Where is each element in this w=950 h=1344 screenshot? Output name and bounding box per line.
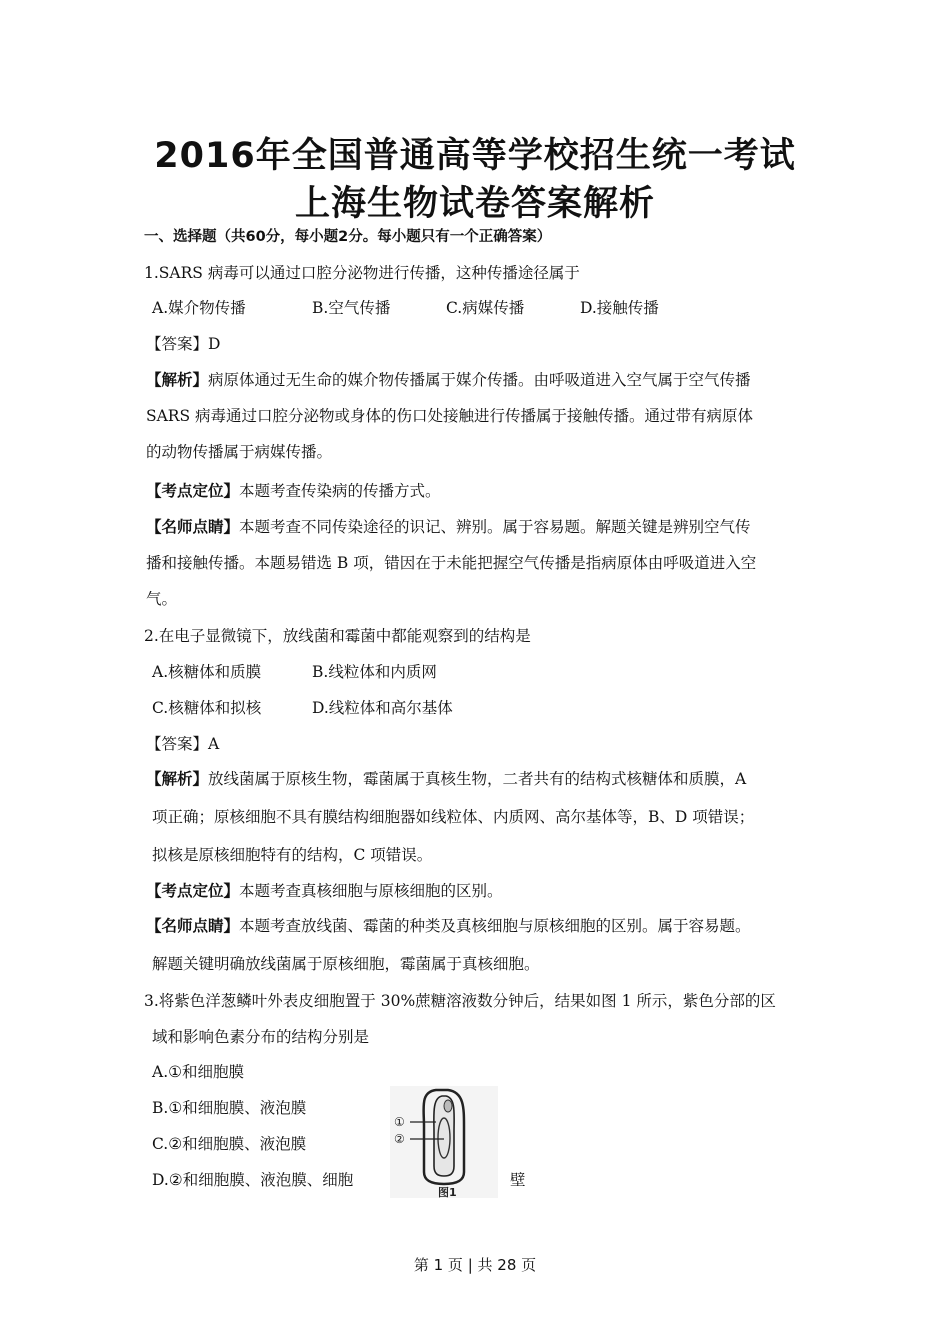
- q1-option-b: B.空气传播: [312, 299, 391, 317]
- q3-option-d: D.②和细胞膜、液泡膜、细胞: [152, 1171, 354, 1189]
- q1-analysis-1: 【解析】病原体通过无生命的媒介物传播属于媒介传播。由呼吸道进入空气属于空气传播: [146, 371, 751, 389]
- q2-analysis-1: 【解析】放线菌属于原核生物，霉菌属于真核生物，二者共有的结构式核糖体和质膜，A: [146, 770, 747, 788]
- q3-stem-1: 3.将紫色洋葱鳞叶外表皮细胞置于 30%蔗糖溶液数分钟后，结果如图 1 所示，紫色分部的区: [144, 992, 776, 1010]
- q2-mingshi-1: 【名师点睛】本题考查放线菌、霉菌的种类及真核细胞与原核细胞的区别。属于容易题。: [146, 917, 751, 935]
- q2-option-b: B.线粒体和内质网: [312, 663, 437, 681]
- cell-diagram-svg: [390, 1086, 498, 1198]
- q2-answer: 【答案】A: [146, 735, 220, 753]
- page-footer: 第 1 页 | 共 28 页: [413, 1256, 537, 1274]
- q2-option-d: D.线粒体和高尔基体: [312, 699, 453, 717]
- q1-kaodian: 【考点定位】本题考查传染病的传播方式。: [146, 482, 441, 500]
- figure-label-1: ①: [394, 1115, 405, 1129]
- section-heading: 一、选择题（共60分，每小题2分。每小题只有一个正确答案）: [144, 229, 552, 245]
- figure-caption: 图1: [438, 1186, 457, 1198]
- figure-1-cell-diagram: [390, 1086, 498, 1198]
- q1-option-d: D.接触传播: [580, 299, 659, 317]
- q2-mingshi-2: 解题关键明确放线菌属于原核细胞，霉菌属于真核细胞。: [152, 955, 540, 973]
- q3-stem-2: 域和影响色素分布的结构分别是: [152, 1028, 370, 1046]
- q2-option-c: C.核糖体和拟核: [152, 699, 262, 717]
- q1-answer: 【答案】D: [146, 335, 221, 353]
- q1-mingshi-3: 气。: [146, 590, 178, 608]
- q1-analysis-3: 的动物传播属于病媒传播。: [146, 443, 333, 461]
- q2-option-a: A.核糖体和质膜: [152, 663, 262, 681]
- q3-option-c: C.②和细胞膜、液泡膜: [152, 1135, 307, 1153]
- q2-kaodian: 【考点定位】本题考查真核细胞与原核细胞的区别。: [146, 882, 503, 900]
- q2-analysis-2: 项正确；原核细胞不具有膜结构细胞器如线粒体、内质网、高尔基体等，B、D 项错误；: [152, 808, 755, 826]
- q3-option-a: A.①和细胞膜: [152, 1063, 245, 1081]
- q2-analysis-3: 拟核是原核细胞特有的结构，C 项错误。: [152, 846, 433, 864]
- q1-option-c: C.病媒传播: [446, 299, 525, 317]
- q1-analysis-tag: 【解析】: [146, 371, 209, 389]
- q1-stem: 1.SARS 病毒可以通过口腔分泌物进行传播，这种传播途径属于: [144, 264, 580, 282]
- q1-option-a: A.媒介物传播: [152, 299, 246, 317]
- page-title-line1: 2016年全国普通高等学校招生统一考试: [154, 136, 796, 176]
- q1-analysis-2: SARS 病毒通过口腔分泌物或身体的伤口处接触进行传播属于接触传播。通过带有病原体: [146, 407, 754, 425]
- q3-option-d-tail: 壁: [510, 1171, 526, 1189]
- q1-mingshi-2: 播和接触传播。本题易错选 B 项，错因在于未能把握空气传播是指病原体由呼吸道进入空: [146, 554, 757, 572]
- q3-option-b: B.①和细胞膜、液泡膜: [152, 1099, 307, 1117]
- figure-label-2: ②: [394, 1132, 405, 1146]
- q2-stem: 2.在电子显微镜下，放线菌和霉菌中都能观察到的结构是: [144, 627, 531, 645]
- q1-mingshi-1: 【名师点睛】本题考查不同传染途径的识记、辨别。属于容易题。解题关键是辨别空气传: [146, 518, 751, 536]
- nucleus-shape: [444, 1100, 452, 1112]
- page-title-line2: 上海生物试卷答案解析: [294, 184, 655, 224]
